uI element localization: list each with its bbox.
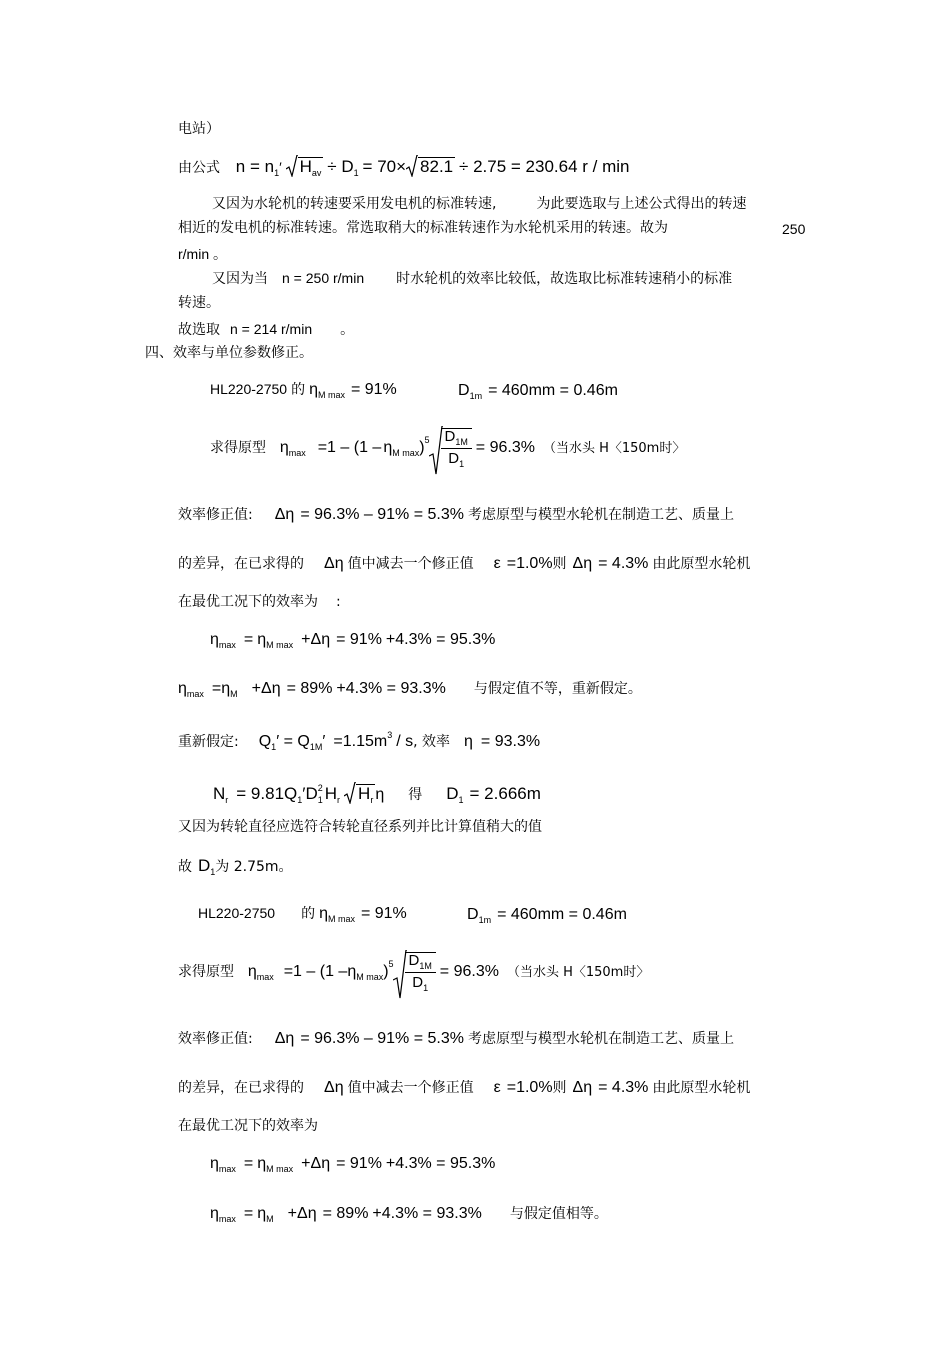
text: HL220-2750 [198,905,276,921]
math: 1 [271,742,277,752]
math: Δη [297,1205,317,1222]
text: 效率修正值: [178,1031,253,1047]
text-line [178,322,354,337]
diameter-line [467,907,627,925]
math: + [385,631,396,648]
text: （当水头 H〈150m时〉 [542,441,686,457]
math: ε [493,555,501,572]
math: ) [383,963,389,981]
fifth-root [425,428,472,469]
text: 值中减去一个修正值 [347,1080,474,1096]
text-line [212,271,732,286]
math: = 460mm = 0.46m [488,382,618,399]
text: 由此原型水轮机 [652,556,751,572]
result-line-1 [210,1156,495,1174]
math: η [210,1155,219,1172]
math: H [324,784,338,803]
math: 1 [423,983,429,993]
text-line [178,1119,318,1133]
text: 则 [552,556,567,572]
math: Δη [310,1155,331,1172]
math: = 70× [362,157,407,176]
math: 1 [297,795,303,805]
math: / s [396,733,414,750]
math: = [211,680,222,697]
difference-line [178,1080,750,1096]
math: = 89% [322,1205,369,1222]
math: + [301,631,311,648]
text: 值中减去一个修正值 [347,556,474,572]
power-formula [213,784,541,805]
math: M max [266,1164,294,1174]
math: r [225,795,229,805]
math: 1 [459,459,465,469]
math: = 96.3% – 91% = 5.3% [300,506,464,523]
math: 1M [419,961,432,971]
math: η [257,631,267,648]
math: = 91% [336,631,382,648]
math: 3 [387,730,393,740]
math: = 460mm = 0.46m [497,906,627,923]
math: 4.3% = 95.3% [395,1155,496,1172]
math: av [311,168,322,178]
math: 4.3% = 93.3% [381,1205,482,1222]
math: = 4.3% [598,1079,649,1096]
text: 求得原型 [178,964,234,981]
math: M [230,689,238,699]
math: η [247,963,257,981]
reassume-line [178,731,540,752]
math: η [257,1155,267,1172]
math: Δη [572,555,593,572]
math: = 4.3% [598,555,649,572]
math: η [375,786,385,803]
section-heading: 四、效率与单位参数修正。 [145,345,313,361]
text: 又因为水轮机的转速要采用发电机的标准转速, [212,196,497,212]
math: D [412,974,424,991]
math: = 91% [350,381,397,398]
math: Δη [274,506,295,523]
math: η [383,439,393,457]
text: 与假定值不等，重新假定。 [473,681,642,697]
math: = [243,1205,254,1222]
math: = 96.3% [439,963,499,981]
math: = [243,1155,254,1172]
math: D [448,450,460,467]
math: 1M [455,437,468,447]
math: η [257,1205,267,1222]
text: HL220-2750 [210,381,288,397]
text: 的差异，在已求得的 [178,1080,304,1096]
math: Δη [324,555,344,572]
math: max [256,972,274,983]
result-line-2 [210,1206,608,1224]
math: M max [317,390,345,400]
math: 1m [478,915,492,925]
math: + [336,680,346,697]
text: 为此要选取与上述公式得出的转速 [536,196,747,212]
text: , 效率 [413,734,451,750]
text: 的差异，在已求得的 [178,556,304,572]
text: 故 [178,859,192,875]
math: D [446,784,459,803]
math: ′ = Q [276,733,310,750]
result-line-1 [210,632,495,650]
text: 与假定值相等。 [509,1206,608,1222]
math: M [266,1214,274,1224]
difference-line [178,556,750,572]
text: : [336,594,341,610]
text: n = 250 r/min [282,270,365,286]
math: M max [327,914,355,924]
text: 考虑原型与模型水轮机在制造工艺、质量上 [467,507,734,523]
sqrt [344,784,375,805]
correction-line [178,1031,734,1047]
math: max [288,448,306,459]
math: =1.0% [506,555,553,572]
text: n = 214 r/min [230,321,313,337]
math: η [347,963,357,981]
text: 则 [552,1080,567,1096]
math: η [178,680,187,697]
text-line [178,595,341,609]
math: η [210,631,219,648]
math: η [210,1205,219,1222]
formula-speed: 由公式 $n = n_1'$ $H_{av} \div D_1 = 70\times$ 82.1 ÷ 2.75 = 230.64 r / min [178,157,630,178]
text: 。 [340,322,355,338]
math: n = n [235,157,275,176]
math: Δη [310,631,331,648]
math: Δη [261,680,281,697]
text: 在最优工况下的效率为 [178,594,318,610]
sqrt [406,157,455,175]
text: 故选取 [178,322,220,338]
math: ′ [322,733,326,750]
math: ÷ D [327,157,354,176]
math: + [372,1205,382,1222]
math: ε [493,1079,501,1096]
text: 由此原型水轮机 [652,1080,751,1096]
math: 4.3% = 95.3% [395,631,496,648]
text: 又因为当 [212,271,268,287]
model-line [210,382,397,400]
math: =1 – (1 – [283,963,348,981]
text: 效率修正值: [178,507,253,523]
math: D [444,428,456,445]
math: + [385,1155,396,1172]
math: = 96.3% – 91% = 5.3% [300,1030,464,1047]
text: 由公式 [178,160,220,176]
math: ′D [302,784,318,803]
math: =1.0% [506,1079,553,1096]
formula-efficiency [178,952,649,993]
math: 5 [424,435,430,445]
math: D [458,382,470,399]
math: H [299,157,312,176]
math: + [301,1155,311,1172]
math: H [358,784,371,803]
text: 求得原型 [210,440,266,457]
text-line: 转速。 [178,295,220,311]
text-line [178,857,293,877]
diameter-line [458,383,618,401]
math: 2 [317,783,323,793]
math: D [198,856,211,875]
math: Δη [274,1030,295,1047]
text: 为 2.75m。 [215,859,293,875]
text: 得 [408,787,423,803]
math: 82.1 [420,157,454,176]
math: 1M [309,742,323,752]
text: 250 [782,221,806,237]
math: r [370,795,374,805]
result-line-2 [178,681,642,699]
math: M max [356,972,384,983]
text: 的 [301,906,316,922]
math: η [464,733,473,750]
math: Δη [324,1079,344,1096]
math: max [186,689,204,699]
math: = 91% [360,905,407,922]
text: （当水头 H〈150m时〉 [506,965,650,981]
math: 1 [458,795,464,805]
text-line [178,221,668,235]
math: max [218,1214,236,1224]
math: + [251,680,262,697]
math: ÷ 2.75 = 230.64 r / min [459,157,630,176]
math: η [221,680,231,697]
math: = 2.666m [469,784,541,803]
fifth-root [389,952,436,993]
math: ) [419,439,425,457]
math: 4.3% = 93.3% [345,680,446,697]
text-line: r/min 。 [178,246,227,262]
math: Q [258,733,272,750]
math: = 9.81Q [236,784,298,803]
text: 时水轮机的效率比较低，故选取比标准转速稍小的标准 [396,271,733,287]
math: η [319,905,328,922]
model-line [198,906,407,924]
text: 在最优工况下的效率为 [178,1118,318,1134]
math: D [408,952,420,969]
math: r [337,795,341,805]
math: M max [392,448,420,459]
math: D [467,906,479,923]
text: 相近的发电机的标准转速。常选取稍大的标准转速作为水轮机采用的转速。故为 [178,220,668,236]
text: 重新假定: [178,734,239,750]
math: = 93.3% [480,733,541,750]
math: 1 [210,867,216,877]
text-line: 又因为转轮直径应选符合转轮直径系列并比计算值稍大的值 [178,819,542,835]
math: 1 [317,795,323,805]
math: M max [266,640,294,650]
math: η [279,439,289,457]
math: = 96.3% [475,439,535,457]
formula-efficiency [210,428,685,469]
math: max [218,1164,236,1174]
math: Δη [572,1079,593,1096]
math: = 89% [286,680,333,697]
math: = [243,631,254,648]
text-line: 电站） [178,121,220,137]
math: N [213,784,226,803]
text: 的 [291,382,306,398]
sqrt [286,157,324,178]
math: ′ [279,159,282,175]
math: 1m [469,391,483,401]
text: 考虑原型与模型水轮机在制造工艺、质量上 [467,1031,734,1047]
math: =1 – (1 – [317,439,382,457]
text-line [212,197,746,211]
math: = 91% [336,1155,382,1172]
math: =1.15m [333,733,388,750]
math: η [309,381,318,398]
correction-line [178,507,734,523]
math: + [287,1205,298,1222]
math: max [218,640,236,650]
math: 5 [388,959,394,969]
